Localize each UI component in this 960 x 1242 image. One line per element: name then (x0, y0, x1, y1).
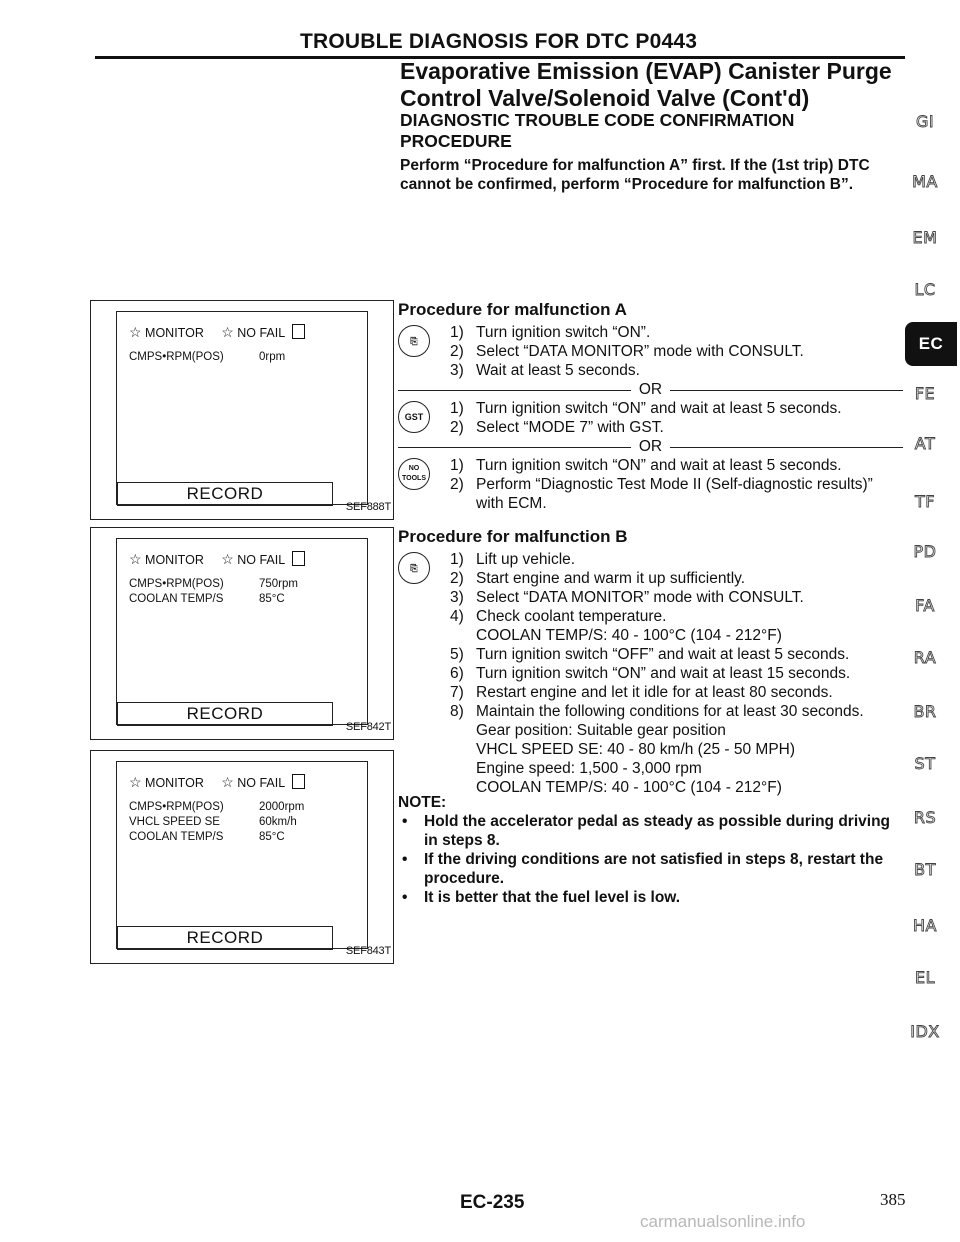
data-value: 60km/h (259, 816, 297, 828)
procedure-b-title: Procedure for malfunction B (398, 527, 628, 546)
or-divider: OR (398, 437, 903, 456)
step: 1) Turn ignition switch “ON” and wait at least 5 seconds. (450, 457, 842, 474)
note-item: • Hold the accelerator pedal as steady as possible during driving in steps 8. (424, 812, 903, 850)
note-list (398, 812, 903, 907)
star-icon: ☆ (129, 774, 142, 790)
data-value: 85°C (259, 831, 285, 843)
tab-lc[interactable]: LC (914, 280, 936, 299)
data-label: CMPS•RPM(POS) (129, 351, 224, 363)
checkbox-icon (292, 324, 305, 339)
monitor-data (129, 350, 285, 365)
procedure-a-gst (398, 399, 903, 437)
step: 1) Turn ignition switch “ON”. (450, 324, 651, 341)
step: 1) Turn ignition switch “ON” and wait at least 5 seconds. (450, 400, 842, 417)
data-row (129, 577, 298, 592)
step: 5) Turn ignition switch “OFF” and wait at least 5 seconds. (450, 646, 850, 663)
step: 3) Select “DATA MONITOR” mode with CONSULT. (450, 589, 804, 606)
monitor-header (129, 324, 305, 341)
record-button[interactable]: RECORD (117, 702, 333, 726)
section-heading: DIAGNOSTIC TROUBLE CODE CONFIRMATION PROCEDURE (400, 110, 795, 151)
star-icon: ☆ (129, 551, 142, 567)
condition: COOLAN TEMP/S: 40 - 100°C (104 - 212°F) (476, 779, 782, 796)
tab-at[interactable]: AT (914, 434, 936, 453)
tab-pd[interactable]: PD (913, 542, 937, 561)
monitor-data (129, 800, 304, 845)
data-value: 2000rpm (259, 801, 305, 813)
procedure-a-title: Procedure for malfunction A (398, 300, 627, 319)
record-button[interactable]: RECORD (117, 926, 333, 950)
step: 2) Select “DATA MONITOR” mode with CONSULT. (450, 343, 804, 360)
figure-code: SEF842T (345, 721, 391, 733)
data-value: 750rpm (259, 578, 298, 590)
figure-code: SEF843T (345, 945, 391, 957)
data-row (129, 800, 304, 815)
monitor-data (129, 577, 298, 607)
step: 2) Perform “Diagnostic Test Mode II (Self-diagnostic results)” with ECM. (450, 476, 873, 512)
no-fail-label: NO FAIL (237, 553, 285, 567)
data-row (129, 830, 304, 845)
consult-screen-1 (90, 300, 394, 520)
or-divider: OR (398, 380, 903, 399)
page-title: TROUBLE DIAGNOSIS FOR DTC P0443 (300, 30, 698, 53)
no-fail-label: NO FAIL (237, 776, 285, 790)
condition: VHCL SPEED SE: 40 - 80 km/h (25 - 50 MPH) (476, 741, 796, 758)
step: 4) Check coolant temperature. (450, 608, 667, 625)
data-row (129, 350, 285, 365)
tab-ec[interactable]: EC (905, 322, 957, 366)
section-subtitle: Evaporative Emission (EVAP) Canister Purge Control Valve/Solenoid Valve (Cont'd) (400, 58, 892, 111)
no-tools-icon: NO TOOLS (398, 458, 430, 490)
condition: Gear position: Suitable gear position (476, 722, 726, 739)
tab-ra[interactable]: RA (913, 648, 937, 667)
page-code: EC-235 (460, 1192, 525, 1213)
procedure-a-consult (398, 323, 903, 380)
data-row (129, 815, 304, 830)
step: 7) Restart engine and let it idle for at least 80 seconds. (450, 684, 833, 701)
data-label: CMPS•RPM(POS) (129, 578, 224, 590)
tab-ha[interactable]: HA (913, 916, 937, 935)
checkbox-icon (292, 774, 305, 789)
coolant-spec: COOLAN TEMP/S: 40 - 100°C (104 - 212°F) (476, 627, 782, 644)
data-label: COOLAN TEMP/S (129, 593, 224, 605)
star-icon: ☆ (221, 324, 234, 340)
data-label: CMPS•RPM(POS) (129, 801, 224, 813)
tab-br[interactable]: BR (913, 702, 937, 721)
screen-display (116, 761, 368, 949)
gst-icon: GST (398, 401, 430, 433)
tab-em[interactable]: EM (912, 228, 938, 247)
step: 2) Select “MODE 7” with GST. (450, 419, 664, 436)
monitor-header (129, 551, 305, 568)
tab-fe[interactable]: FE (914, 384, 936, 403)
data-value: 85°C (259, 593, 285, 605)
data-label: VHCL SPEED SE (129, 816, 220, 828)
tab-fa[interactable]: FA (915, 596, 935, 615)
step: 2) Start engine and warm it up sufficiently. (450, 570, 746, 587)
monitor-label: MONITOR (145, 776, 204, 790)
note-item: • If the driving conditions are not satisfied in steps 8, restart the procedure. (424, 850, 903, 888)
checkbox-icon (292, 551, 305, 566)
note-label: NOTE: (398, 794, 447, 811)
data-label: COOLAN TEMP/S (129, 831, 224, 843)
consult-icon: ⎘ (398, 325, 430, 357)
data-row (129, 592, 298, 607)
intro-text: Perform “Procedure for malfunction A” first. If the (1st trip) DTC cannot be confirmed, perform “Procedure for malfunction B”. (400, 157, 870, 193)
star-icon: ☆ (221, 774, 234, 790)
tab-rs[interactable]: RS (913, 808, 937, 827)
step: 1) Lift up vehicle. (450, 551, 576, 568)
tab-st[interactable]: ST (914, 754, 936, 773)
figure-code: SEF888T (345, 501, 391, 513)
step: 6) Turn ignition switch “ON” and wait at least 15 seconds. (450, 665, 851, 682)
tab-gi[interactable]: GI (915, 112, 935, 131)
no-fail-label: NO FAIL (237, 326, 285, 340)
procedure-block (398, 300, 903, 797)
tab-bt[interactable]: BT (914, 860, 936, 879)
note-item: • It is better that the fuel level is low. (424, 888, 903, 907)
condition: Engine speed: 1,500 - 3,000 rpm (476, 760, 702, 777)
tab-tf[interactable]: TF (915, 492, 935, 511)
star-icon: ☆ (129, 324, 142, 340)
monitor-label: MONITOR (145, 553, 204, 567)
note-block (398, 793, 903, 907)
consult-screen-2 (90, 527, 394, 740)
record-button[interactable]: RECORD (117, 482, 333, 506)
procedure-b-steps (398, 550, 903, 797)
tab-el[interactable]: EL (914, 968, 936, 987)
monitor-label: MONITOR (145, 326, 204, 340)
star-icon: ☆ (221, 551, 234, 567)
monitor-header (129, 774, 305, 791)
procedure-a-notools (398, 456, 903, 513)
data-value: 0rpm (259, 351, 286, 363)
step: 3) Wait at least 5 seconds. (450, 362, 640, 379)
watermark: carmanualsonline.info (640, 1212, 806, 1231)
page-number: 385 (880, 1190, 906, 1209)
tab-idx[interactable]: IDX (910, 1022, 940, 1041)
tab-ma[interactable]: MA (912, 172, 938, 191)
screen-display (116, 311, 368, 505)
consult-screen-3 (90, 750, 394, 964)
consult-icon: ⎘ (398, 552, 430, 584)
screen-display (116, 538, 368, 725)
step: 8) Maintain the following conditions for at least 30 seconds. (450, 703, 864, 720)
